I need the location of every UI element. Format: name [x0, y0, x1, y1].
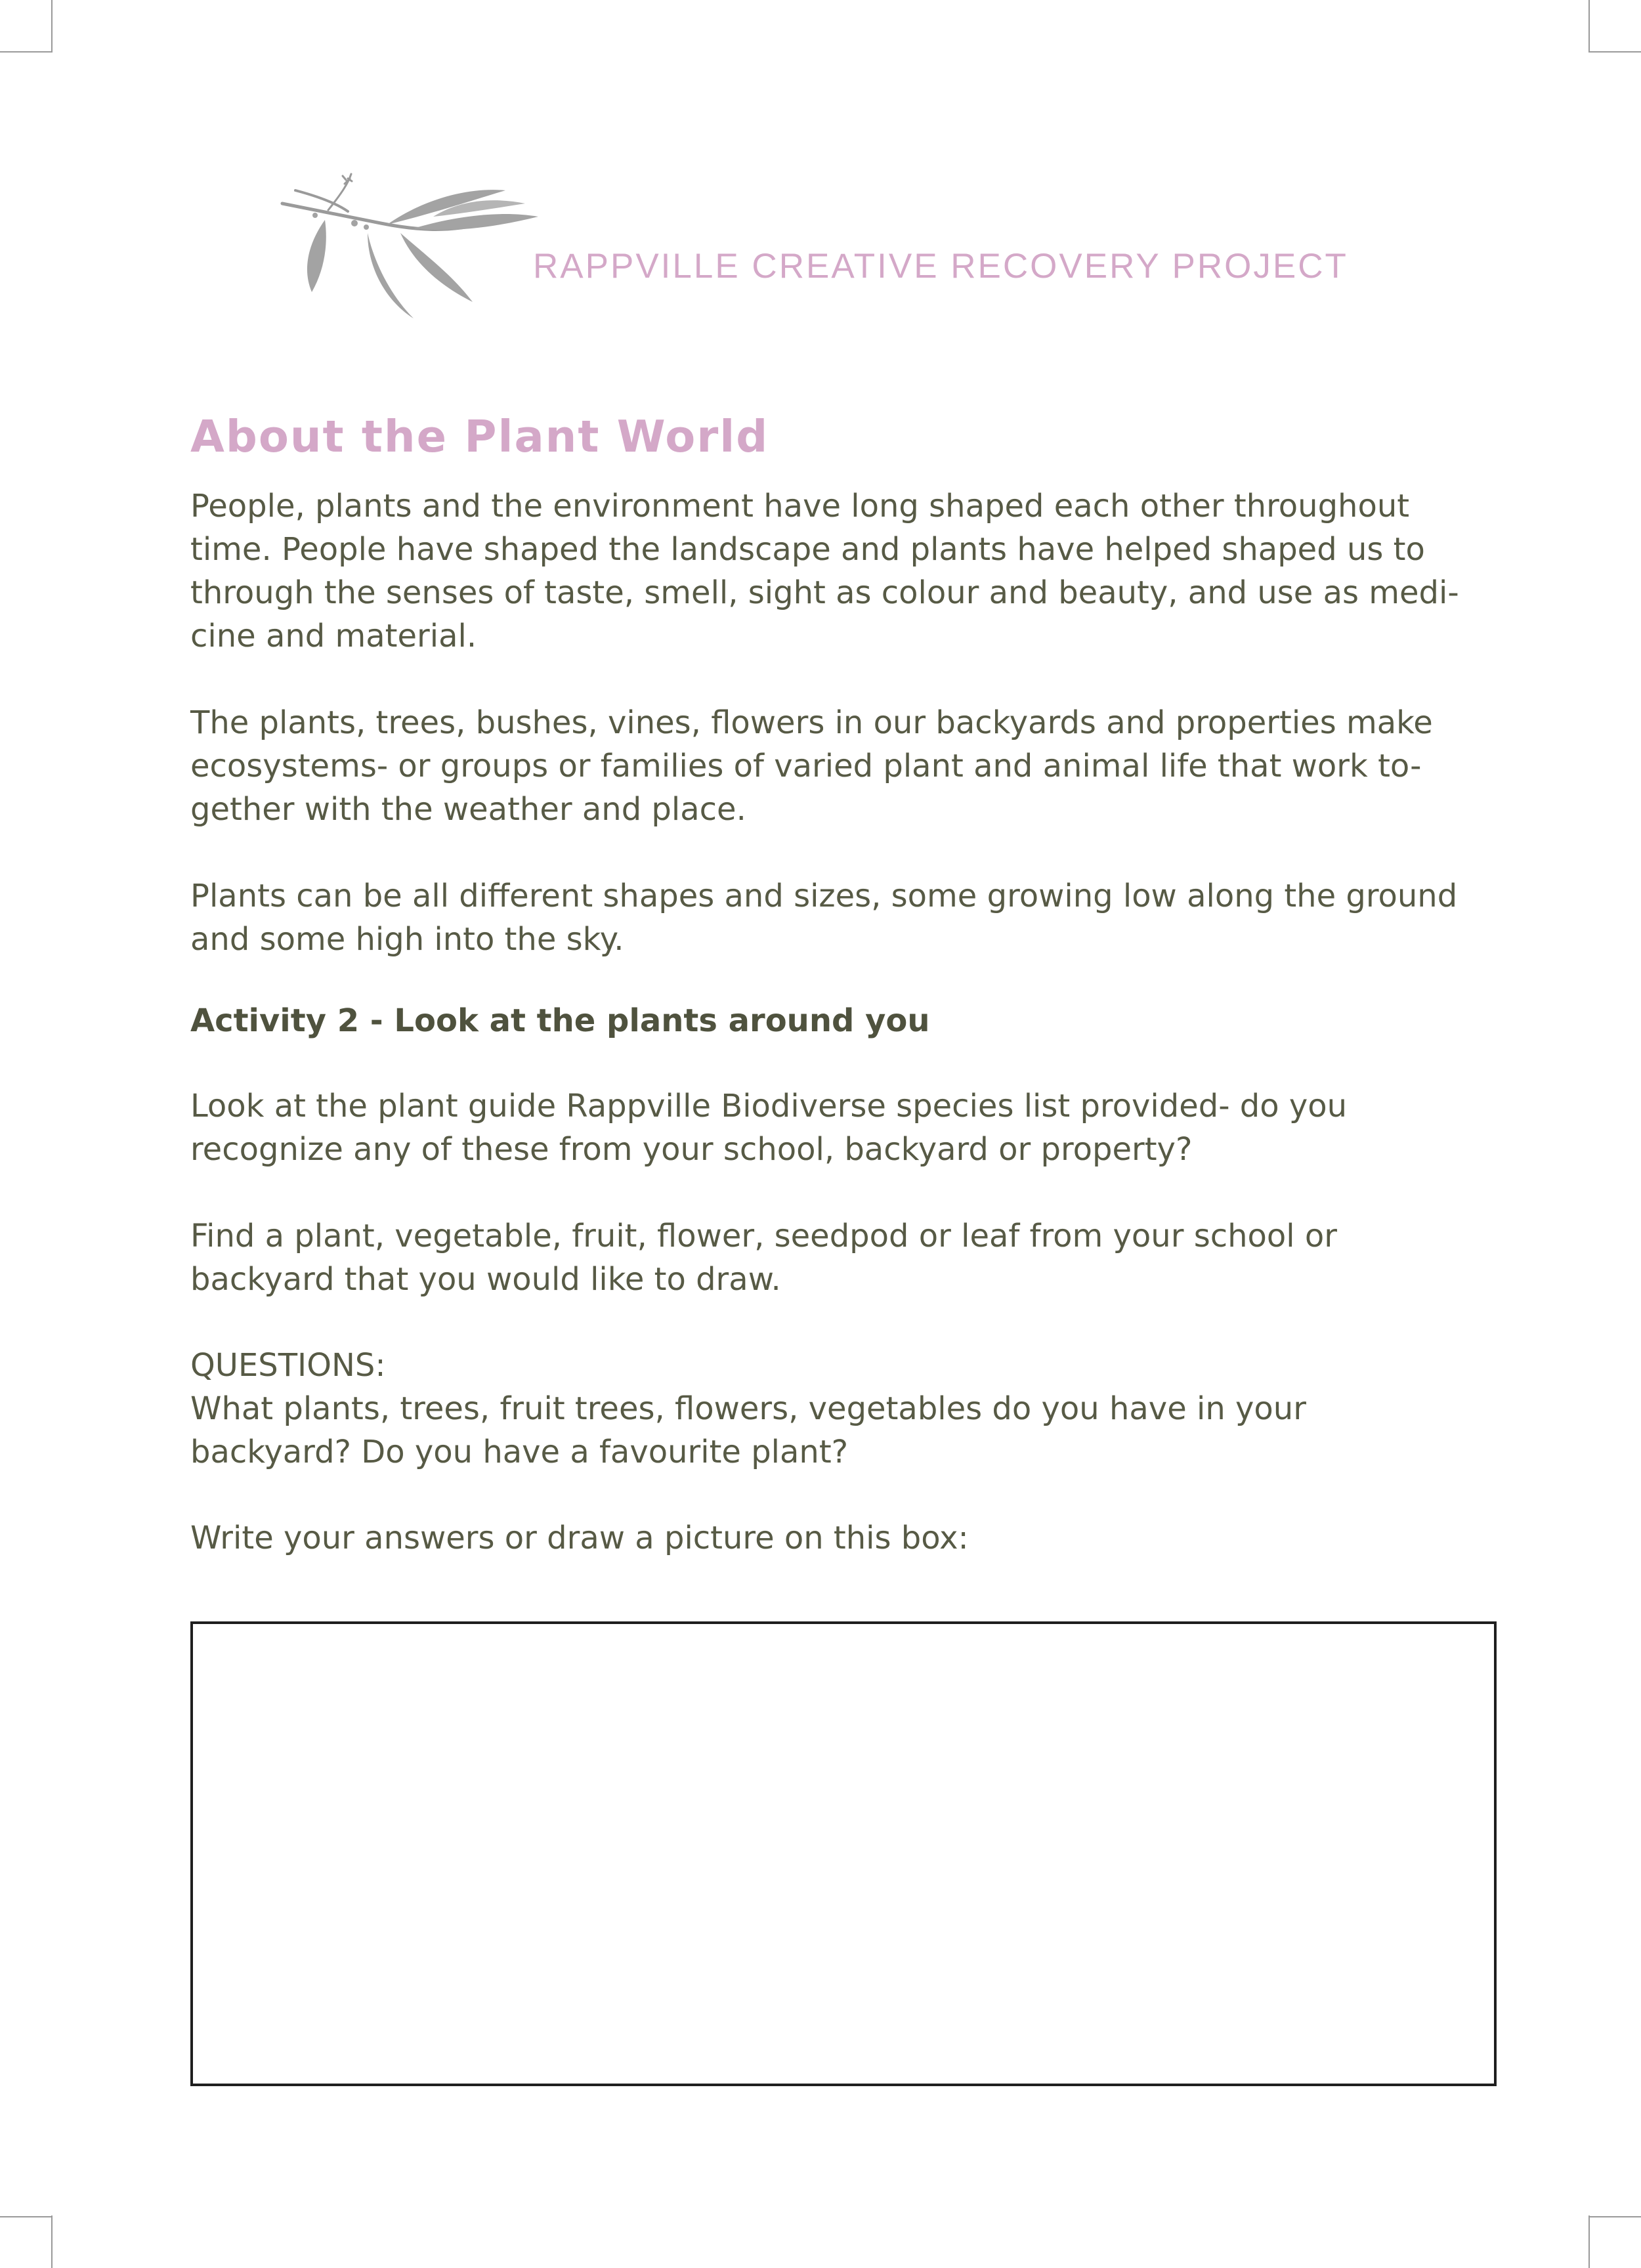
crop-mark-bottom-left	[51, 2215, 53, 2268]
answer-prompt: Write your answers or draw a picture on this box:	[190, 1520, 969, 1556]
crop-mark-top-right-h	[1588, 51, 1641, 53]
activity-paragraph-2: Find a plant, vegetable, fruit, flower, seedpod or leaf from your school or backyard that you would like to draw.	[190, 1218, 1337, 1298]
crop-mark-bottom-right-h	[1588, 2216, 1641, 2217]
crop-mark-top-right	[1588, 0, 1590, 53]
intro-paragraph-1: People, plants and the environment have long shaped each other throughout time. People have shaped the landscape and plants have helped shaped us to through the senses of taste, smell, sight as colour and beauty, and use as medi-cine and material.	[190, 488, 1459, 654]
answer-drawing-box[interactable]	[190, 1621, 1497, 2086]
page-title: About the Plant World	[190, 411, 769, 462]
eucalyptus-branch-icon	[276, 171, 578, 322]
crop-mark-top-left	[51, 0, 53, 53]
intro-paragraph-3: Plants can be all different shapes and sizes, some growing low along the ground and some high into the sky.	[190, 878, 1458, 958]
crop-mark-bottom-left-h	[0, 2216, 53, 2217]
questions-label: QUESTIONS:	[190, 1347, 386, 1384]
intro-paragraph-2: The plants, trees, bushes, vines, flowers in our backyards and properties make ecosystems- or groups or families of varied plant and animal life that work to-gether with the weather and place.	[190, 704, 1433, 828]
activity-title: Activity 2 - Look at the plants around you	[190, 1002, 930, 1039]
crop-mark-bottom-right	[1588, 2215, 1590, 2268]
activity-paragraph-1: Look at the plant guide Rappville Biodiverse species list provided- do you recognize any of these from your school, backyard or property?	[190, 1088, 1348, 1168]
project-title: RAPPVILLE CREATIVE RECOVERY PROJECT	[533, 247, 1348, 286]
questions-text: What plants, trees, fruit trees, flowers, vegetables do you have in your backyard? Do you have a favourite plant?	[190, 1390, 1306, 1470]
crop-mark-top-left-h	[0, 51, 53, 53]
